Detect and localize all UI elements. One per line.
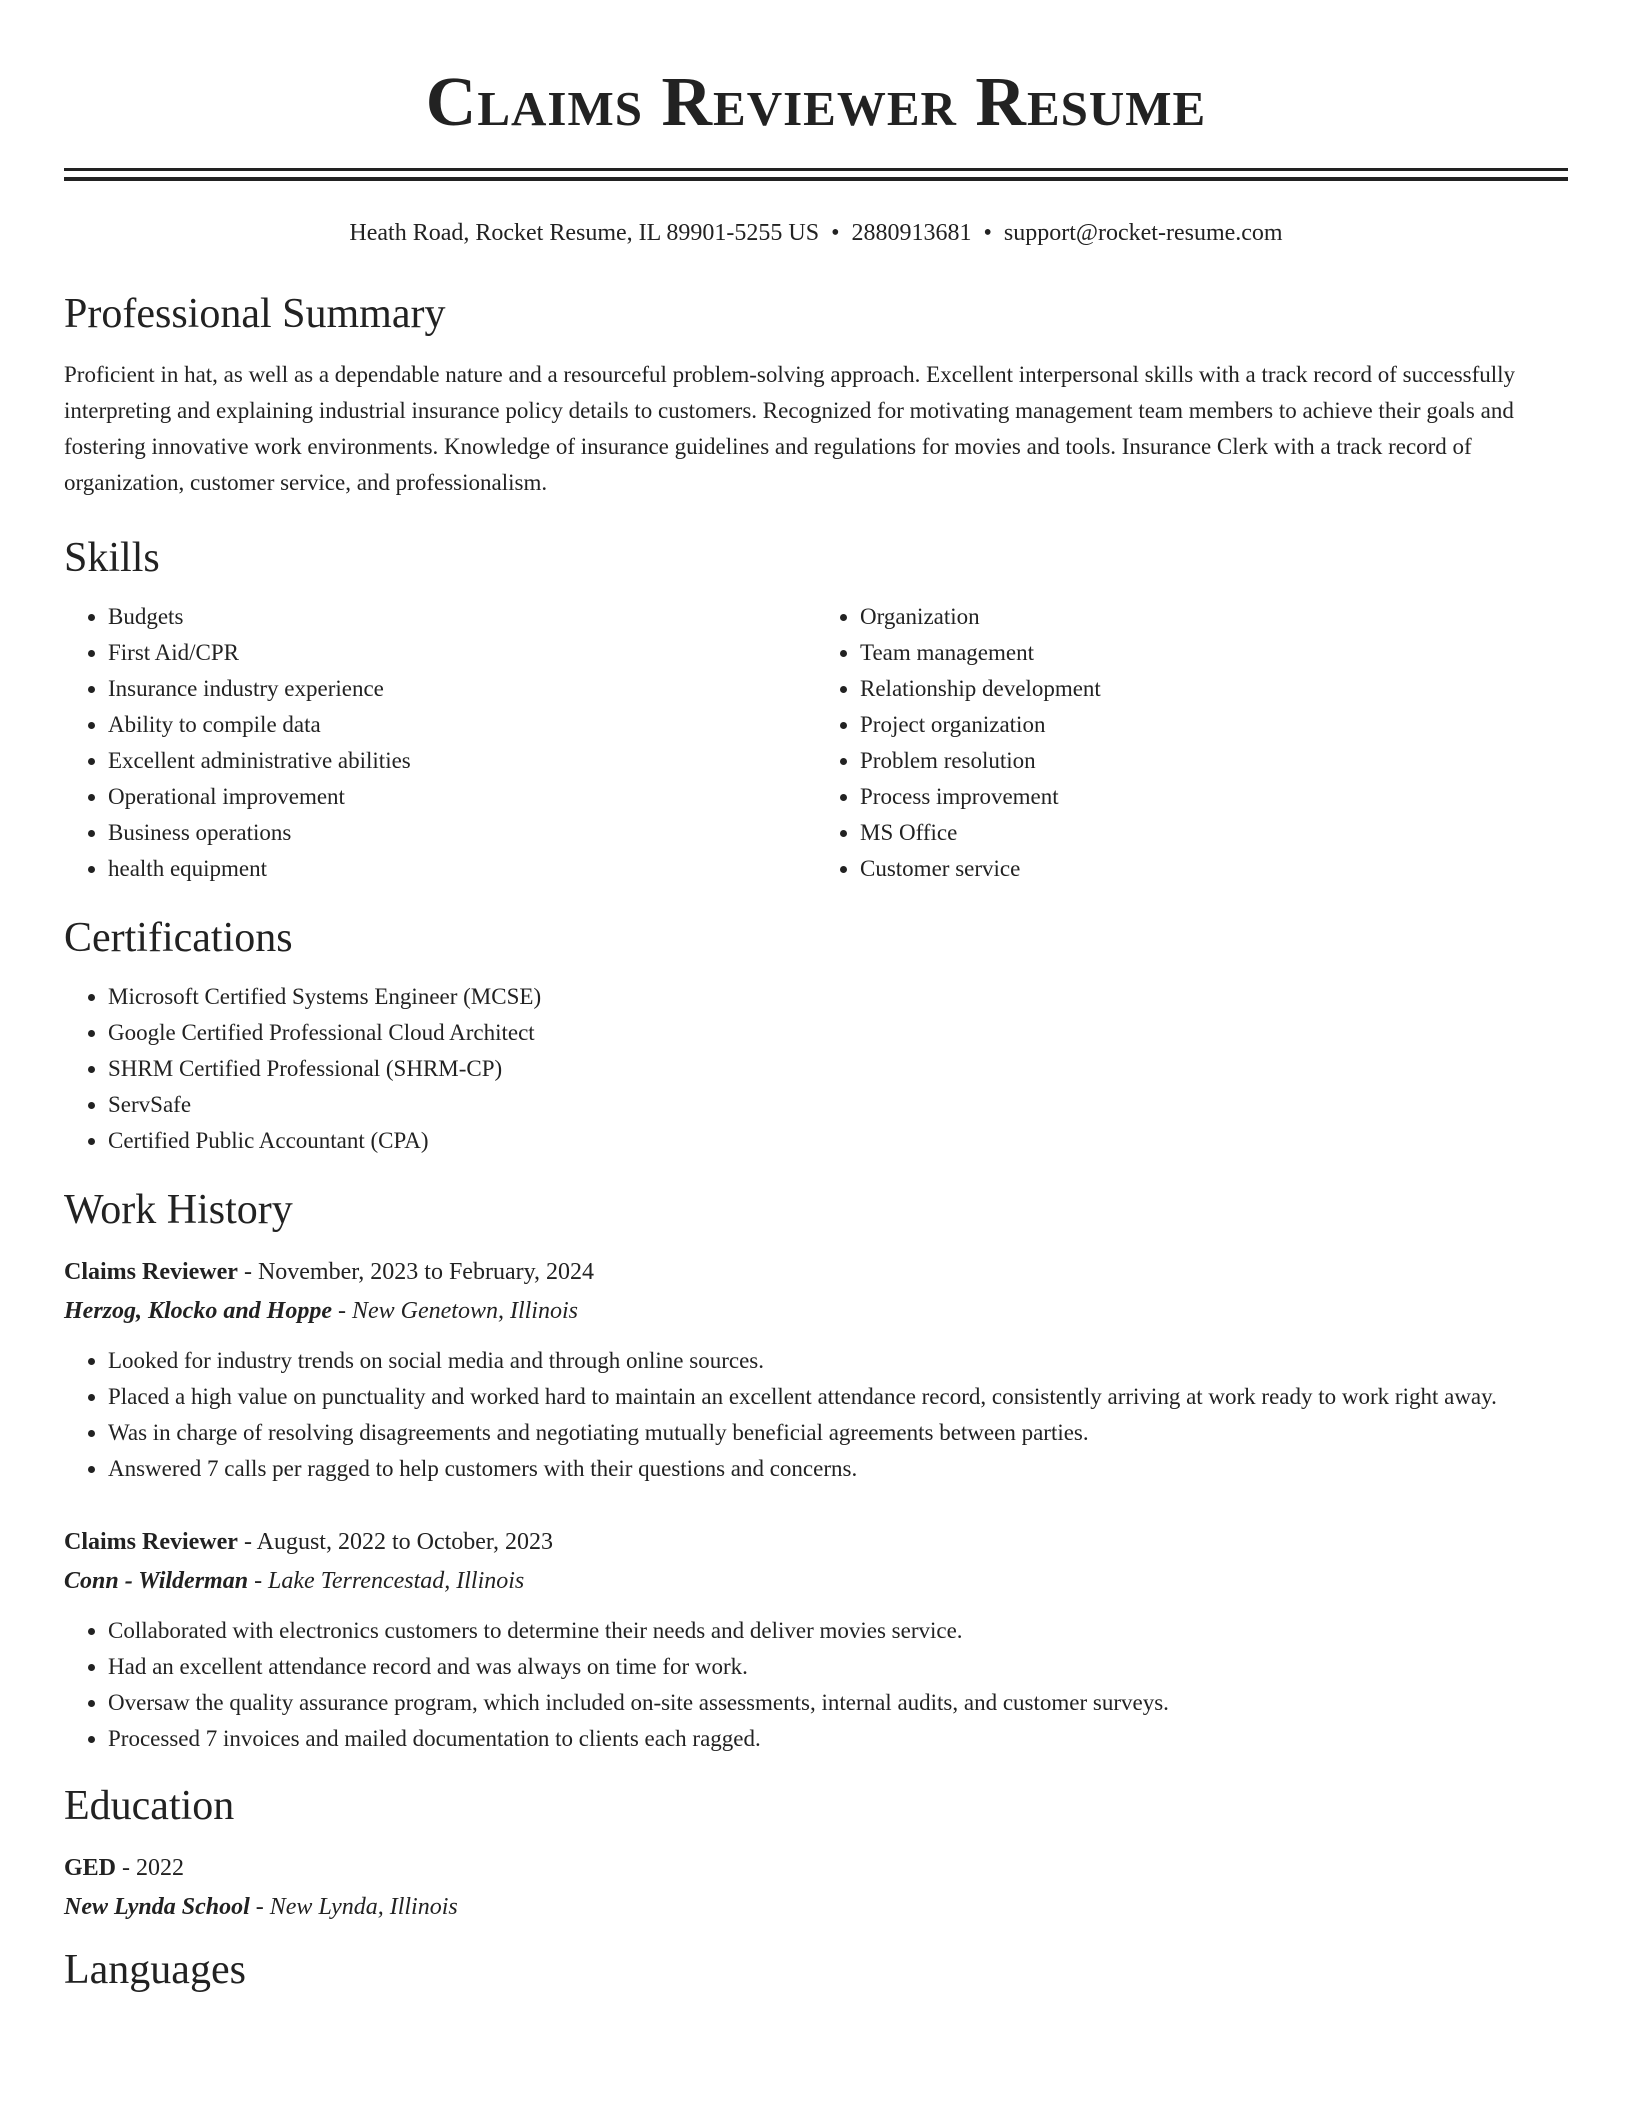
skill-item: • First Aid/CPR bbox=[108, 635, 816, 671]
job-company: Herzog, Klocko and Hoppe bbox=[64, 1298, 332, 1324]
job-duty: • Collaborated with electronics customers to determine their needs and deliver movies service. bbox=[108, 1613, 1568, 1649]
education-location: - New Lynda, Illinois bbox=[249, 1894, 458, 1920]
certifications-list bbox=[64, 979, 1568, 1159]
title-divider-bottom bbox=[64, 177, 1568, 181]
job-duty: • Answered 7 calls per ragged to help customers with their questions and concerns. bbox=[108, 1451, 1568, 1487]
job-duty: • Placed a high value on punctuality and worked hard to maintain an excellent attendance record, consistently arriving at work ready to work right away. bbox=[108, 1379, 1568, 1415]
job-dates: - November, 2023 to February, 2024 bbox=[237, 1259, 595, 1285]
certification-item: • ServSafe bbox=[108, 1087, 1568, 1123]
contact-address: Heath Road, Rocket Resume, IL 89901-5255 US bbox=[349, 220, 820, 246]
job-duty: • Oversaw the quality assurance program, which included on-site assessments, internal audits, and customer surveys. bbox=[108, 1685, 1568, 1721]
skill-item: • Organization bbox=[860, 599, 1568, 635]
job-title: Claims Reviewer bbox=[64, 1529, 238, 1555]
certifications-heading: Certifications bbox=[64, 915, 293, 961]
job-entry bbox=[64, 1523, 1568, 1757]
work-history-heading: Work History bbox=[64, 1187, 293, 1233]
job-duty: • Was in charge of resolving disagreements and negotiating mutually beneficial agreements between parties. bbox=[108, 1415, 1568, 1451]
job-dates: - August, 2022 to October, 2023 bbox=[237, 1529, 553, 1555]
skills-list-left bbox=[64, 599, 816, 887]
skills-list-right bbox=[816, 599, 1568, 887]
job-duty: • Had an excellent attendance record and was always on time for work. bbox=[108, 1649, 1568, 1685]
job-company: Conn - Wilderman bbox=[64, 1568, 249, 1594]
contact-separator: • bbox=[831, 220, 840, 246]
skill-item: • MS Office bbox=[860, 815, 1568, 851]
skill-item: • Operational improvement bbox=[108, 779, 816, 815]
languages-heading: Languages bbox=[64, 1947, 246, 1993]
job-title: Claims Reviewer bbox=[64, 1259, 238, 1285]
title-divider-top bbox=[64, 168, 1568, 171]
job-company-line bbox=[64, 1561, 1568, 1601]
job-title-line bbox=[64, 1253, 1568, 1291]
skill-item: • Insurance industry experience bbox=[108, 671, 816, 707]
skill-item: • Budgets bbox=[108, 599, 816, 635]
job-entry bbox=[64, 1253, 1568, 1487]
education-school: New Lynda School bbox=[64, 1894, 250, 1920]
job-location: - Lake Terrencestad, Illinois bbox=[248, 1568, 525, 1594]
contact-separator: • bbox=[983, 220, 992, 246]
education-degree: GED bbox=[64, 1855, 117, 1881]
skill-item: • Customer service bbox=[860, 851, 1568, 887]
skill-item: • health equipment bbox=[108, 851, 816, 887]
job-title-line bbox=[64, 1523, 1568, 1561]
skill-item: • Process improvement bbox=[860, 779, 1568, 815]
skill-item: • Ability to compile data bbox=[108, 707, 816, 743]
certification-item: • SHRM Certified Professional (SHRM-CP) bbox=[108, 1051, 1568, 1087]
job-duty: • Processed 7 invoices and mailed documentation to clients each ragged. bbox=[108, 1721, 1568, 1757]
contact-line bbox=[64, 217, 1568, 249]
skill-item: • Team management bbox=[860, 635, 1568, 671]
contact-phone: 2880913681 bbox=[851, 220, 972, 246]
certification-item: • Certified Public Accountant (CPA) bbox=[108, 1123, 1568, 1159]
skill-item: • Relationship development bbox=[860, 671, 1568, 707]
job-duties-list bbox=[64, 1343, 1568, 1487]
certification-item: • Google Certified Professional Cloud Architect bbox=[108, 1015, 1568, 1051]
job-company-line bbox=[64, 1291, 1568, 1331]
education-school-line bbox=[64, 1887, 1568, 1927]
education-year: - 2022 bbox=[116, 1855, 185, 1881]
job-duty: • Looked for industry trends on social media and through online sources. bbox=[108, 1343, 1568, 1379]
education-entry bbox=[64, 1849, 1568, 1927]
job-location: - New Genetown, Illinois bbox=[332, 1298, 578, 1324]
education-degree-line bbox=[64, 1849, 1568, 1887]
skill-item: • Business operations bbox=[108, 815, 816, 851]
skill-item: • Excellent administrative abilities bbox=[108, 743, 816, 779]
skills-heading: Skills bbox=[64, 535, 160, 581]
summary-text: Proficient in hat, as well as a dependable nature and a resourceful problem-solving approach. Excellent interpersonal skills with a track record of successfully interpreting and explaining industrial insurance policy details to customers. Recognized for motivating management team members to achieve their goals and fostering innovative work environments. Knowledge of insurance guidelines and regulations for movies and tools. Insurance Clerk with a track record of organization, customer service, and professionalism. bbox=[64, 362, 1516, 495]
summary-heading: Professional Summary bbox=[64, 291, 446, 337]
skill-item: • Problem resolution bbox=[860, 743, 1568, 779]
education-heading: Education bbox=[64, 1783, 235, 1829]
contact-email: support@rocket-resume.com bbox=[1003, 220, 1283, 246]
certification-item: • Microsoft Certified Systems Engineer (MCSE) bbox=[108, 979, 1568, 1015]
job-duties-list bbox=[64, 1613, 1568, 1757]
skills-columns bbox=[64, 599, 1568, 887]
resume-title: Claims Reviewer Resume bbox=[425, 64, 1207, 141]
skill-item: • Project organization bbox=[860, 707, 1568, 743]
